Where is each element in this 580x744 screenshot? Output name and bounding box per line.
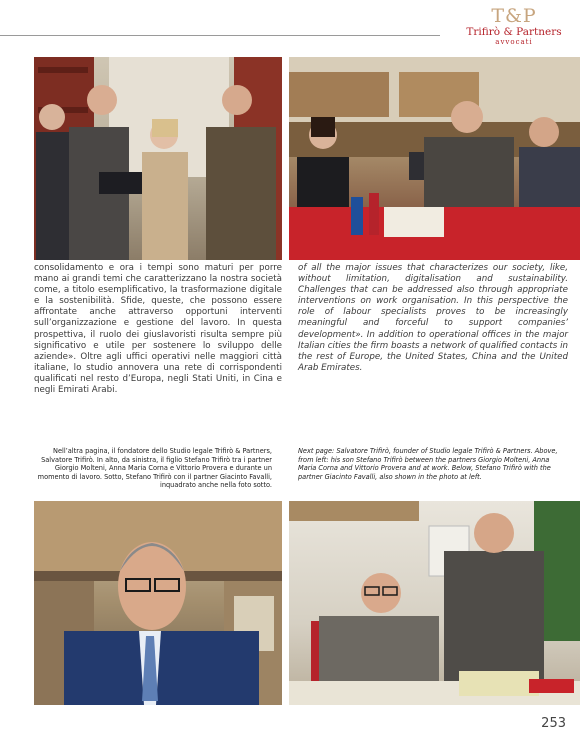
caption-italian: Nell’altra pagina, il fondatore dello Studio legale Trifirò & Partners, Salvatore Trifirò. In alto, da sinistra, il figlio Stefano Trifirò tra i partner Giorgio Molteni, Anna Maria Corna e Vittorio Provera e durante un momento di lavoro. Sotto, Stefano Trifirò con il partner Giacinto Favalli, inquadrato anche nella foto sotto.: [37, 447, 272, 490]
logo-subtitle: avvocati: [495, 38, 533, 46]
photo-founder-portrait: [34, 501, 282, 705]
logo-mark: T&P: [491, 5, 537, 27]
photo-meeting-table: [289, 57, 580, 260]
caption-english: Next page: Salvatore Trifirò, founder of Studio legale Trifirò & Partners. Above, from left: his son Stefano Trifirò between the partners Giorgio Molteni, Anna Maria Corna and Vittorio Provera and at work. Below, Stefano Trifirò with the partner Giacinto Favalli, also shown in the photo at left.: [298, 447, 558, 481]
photo-partners-desk: [289, 501, 580, 705]
body-text-italian: consolidamento e ora i tempi sono maturi per porre mano ai grandi temi che caratterizzano la nostra società come, a titolo esemplificativo, la trasformazione digitale e la sostenibilità. Sfide, queste, che possono essere affrontate anche attraverso opportuni interventi sull’organizzazione e gestione del lavoro. In questa prospettiva, il ruolo dei giuslavoristi risulta sempre più significativo e utile per sostenere lo sviluppo delle aziende». Oltre agli uffici operativi nelle maggiori città italiane, lo studio annovera una rete di corrispondenti qualificati nel resto d’Europa, negli Stati Uniti, in Cina e negli Emirati Arabi.: [34, 263, 282, 396]
header-rule: [0, 35, 440, 36]
body-text-english: of all the major issues that characterizes our society, like, without limitation, digitalisation and sustainability. Challenges that can be addressed also through appropriate interventions on work organisation. In this perspective the role of labour specialists proves to be increasingly meaningful and forceful to support companies’ development». In addition to operational offices in the major Italian cities the firm boasts a network of qualified contacts in the rest of Europe, the United States, China and the United Arab Emirates.: [298, 263, 568, 373]
logo-name: Trifirò & Partners: [466, 26, 562, 38]
photo-meeting-table-illustration: [289, 57, 580, 260]
photo-group-standing-illustration: [34, 57, 282, 260]
photo-founder-portrait-illustration: [34, 501, 282, 705]
photo-partners-desk-illustration: [289, 501, 580, 705]
page-number: 253: [541, 716, 566, 731]
firm-logo: [455, 6, 573, 46]
photo-group-standing: [34, 57, 282, 260]
